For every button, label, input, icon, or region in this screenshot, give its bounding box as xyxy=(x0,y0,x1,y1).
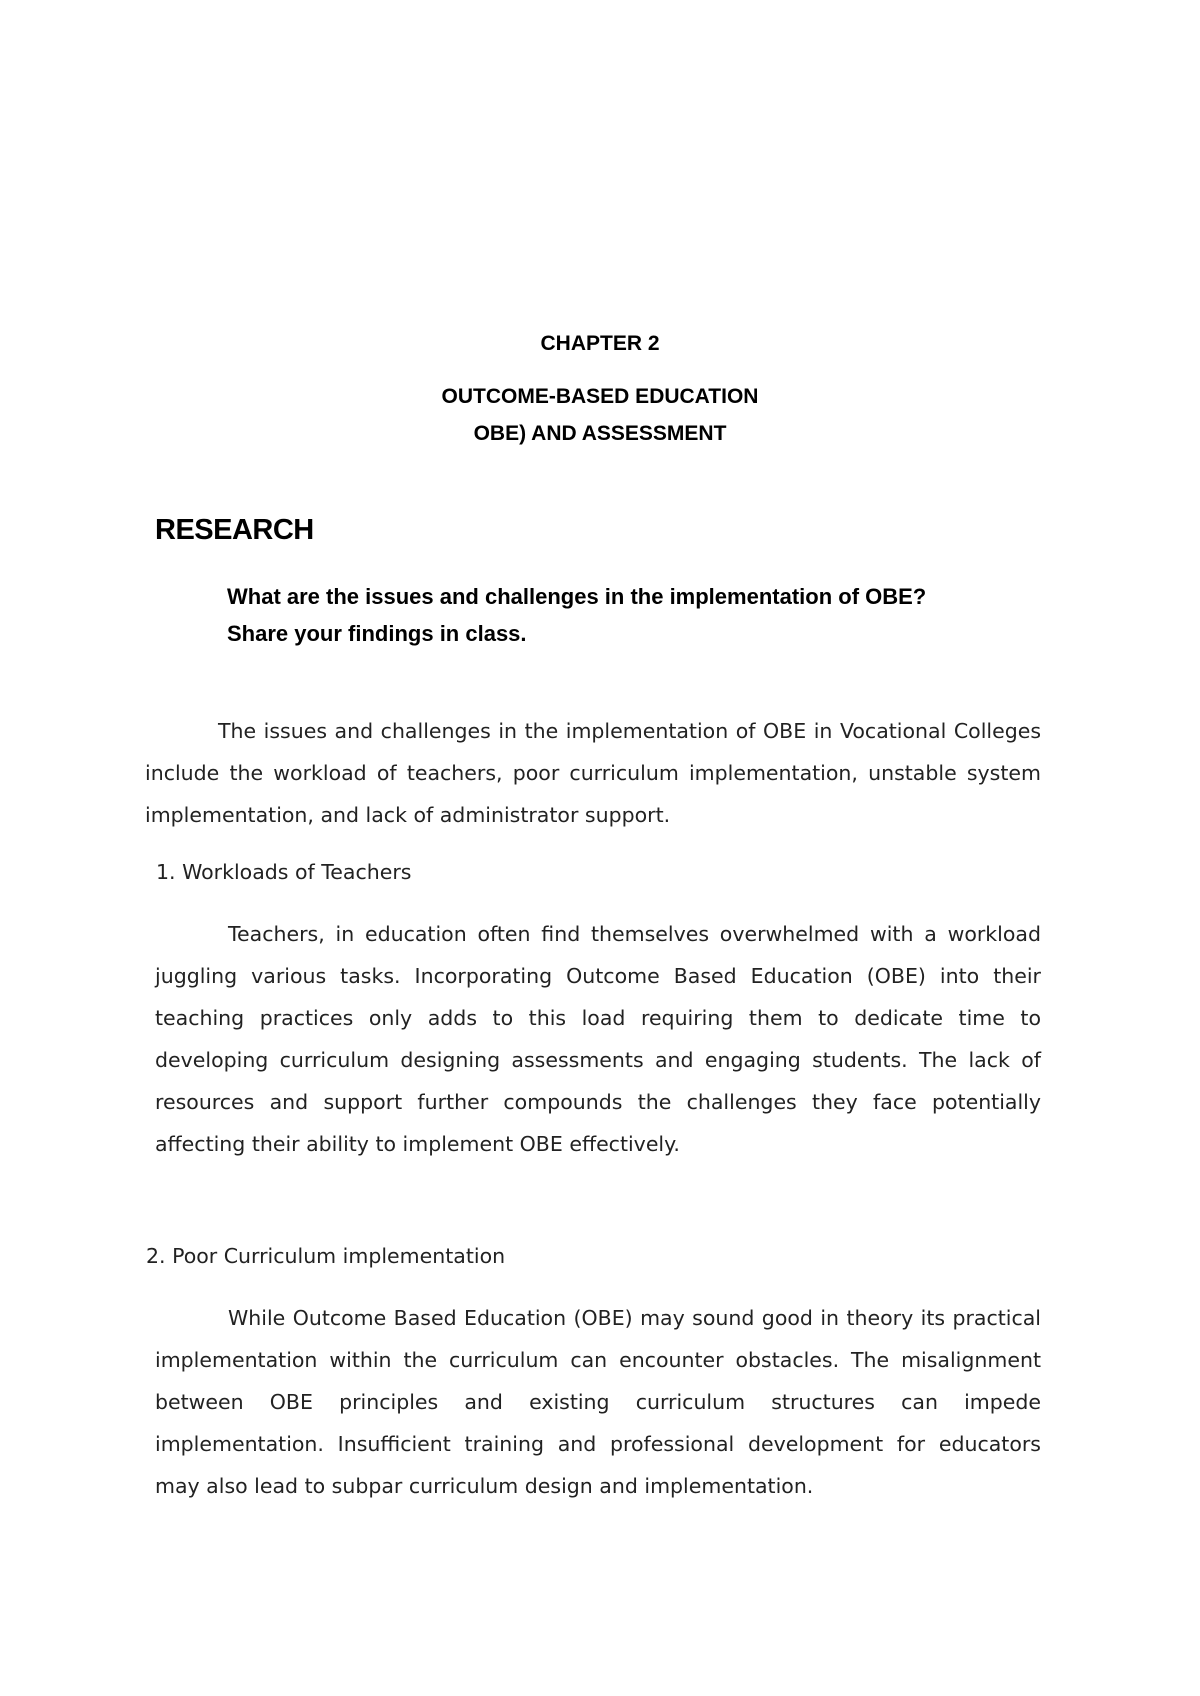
section-heading: RESEARCH xyxy=(155,514,314,546)
item-paragraph-curriculum: While Outcome Based Education (OBE) may sound good in theory its practical implementation within the curriculum can encounter obstacles. The misalignment between OBE principles and existing curriculum structures can impede implementation. Insufficient training and professional development for educators may also lead to subpar curriculum design and implementation. xyxy=(155,1306,1041,1498)
item-heading-curriculum: 2. Poor Curriculum implementation xyxy=(146,1244,506,1268)
intro-paragraph: The issues and challenges in the implementation of OBE in Vocational Colleges include the workload of teachers, poor curriculum implementation, unstable system implementation, and lack of administrator support. xyxy=(145,719,1041,827)
chapter-title-line-1: OUTCOME-BASED EDUCATION xyxy=(441,385,759,408)
chapter-label: CHAPTER 2 xyxy=(540,332,660,355)
chapter-title-line-2: OBE) AND ASSESSMENT xyxy=(473,422,727,445)
research-question: What are the issues and challenges in the implementation of OBE? Share your findings in class. xyxy=(227,584,927,646)
item-heading-workloads: 1. Workloads of Teachers xyxy=(156,860,412,884)
item-paragraph-workloads: Teachers, in education often find themselves overwhelmed with a workload juggling various tasks. Incorporating Outcome Based Education (OBE) into their teaching practices only adds to this load requiring them to dedicate time to developing curriculum designing assessments and engaging students. The lack of resources and support further compounds the challenges they face potentially affecting their ability to implement OBE effectively. xyxy=(155,922,1041,1156)
